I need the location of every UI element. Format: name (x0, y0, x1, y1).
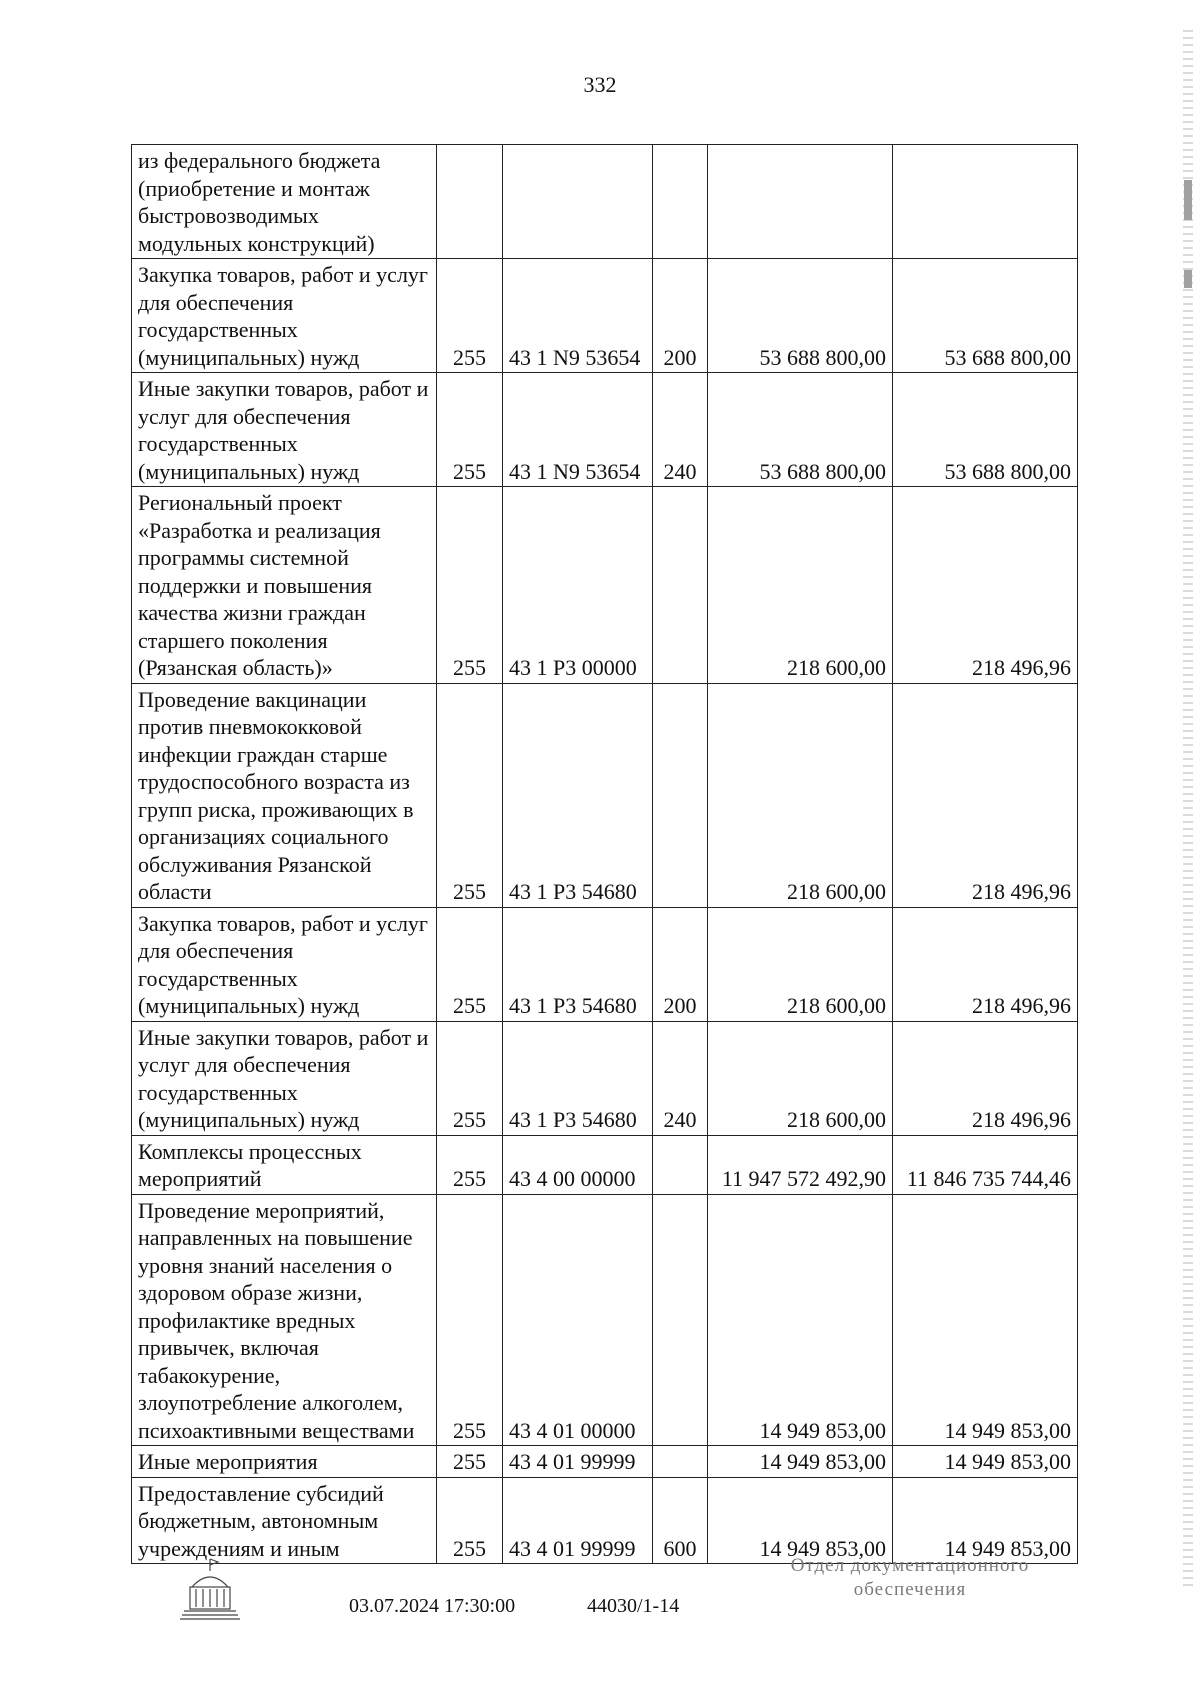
cell-approved-amount (708, 145, 893, 259)
cell-approved-amount: 14 949 853,00 (708, 1477, 893, 1564)
cell-target-article: 43 1 N9 53654 (503, 373, 653, 487)
table-row (132, 259, 1078, 373)
cell-expense-type: 600 (653, 1477, 708, 1564)
table-row (132, 1021, 1078, 1135)
department-stamp (760, 1554, 1060, 1602)
cell-name: Проведение мероприятий, направленных на повышение уровня знаний населения о здоровом образе жизни, профилактике вредных привычек, включая табакокурение, злоупотребление алкоголем, психоактивными веществами (132, 1194, 437, 1446)
cell-approved-amount: 218 600,00 (708, 683, 893, 907)
cell-expense-type: 240 (653, 1021, 708, 1135)
cell-executed-amount: 218 496,96 (893, 907, 1078, 1021)
cell-name: из федерального бюджета (приобретение и монтаж быстровозводимых модульных конструкций) (132, 145, 437, 259)
cell-executed-amount: 53 688 800,00 (893, 259, 1078, 373)
cell-executed-amount: 218 496,96 (893, 683, 1078, 907)
cell-approved-amount: 218 600,00 (708, 1021, 893, 1135)
cell-expense-type (653, 145, 708, 259)
cell-executed-amount: 14 949 853,00 (893, 1477, 1078, 1564)
cell-ministry-code: 255 (437, 373, 503, 487)
cell-expense-type: 200 (653, 259, 708, 373)
table-row (132, 145, 1078, 259)
budget-table (131, 144, 1078, 1564)
cell-approved-amount: 14 949 853,00 (708, 1446, 893, 1478)
cell-name: Комплексы процессных мероприятий (132, 1135, 437, 1194)
page-number: 332 (583, 72, 617, 97)
footer-datetime: 03.07.2024 17:30:00 (349, 1595, 516, 1617)
cell-approved-amount: 218 600,00 (708, 487, 893, 684)
cell-name: Закупка товаров, работ и услуг для обеспечения государственных (муниципальных) нужд (132, 259, 437, 373)
cell-target-article: 43 4 00 00000 (503, 1135, 653, 1194)
cell-approved-amount: 53 688 800,00 (708, 373, 893, 487)
cell-approved-amount: 11 947 572 492,90 (708, 1135, 893, 1194)
cell-expense-type: 200 (653, 907, 708, 1021)
cell-expense-type (653, 683, 708, 907)
cell-executed-amount: 14 949 853,00 (893, 1446, 1078, 1478)
cell-target-article: 43 1 P3 00000 (503, 487, 653, 684)
cell-executed-amount: 218 496,96 (893, 487, 1078, 684)
cell-name: Иные мероприятия (132, 1446, 437, 1478)
table-row (132, 1194, 1078, 1446)
cell-executed-amount (893, 145, 1078, 259)
cell-target-article: 43 4 01 99999 (503, 1477, 653, 1564)
cell-ministry-code (437, 145, 503, 259)
cell-target-article: 43 1 P3 54680 (503, 1021, 653, 1135)
cell-expense-type (653, 487, 708, 684)
cell-executed-amount: 218 496,96 (893, 1021, 1078, 1135)
stamp-line-2: обеспечения (853, 1579, 967, 1600)
cell-approved-amount: 14 949 853,00 (708, 1194, 893, 1446)
cell-name: Региональный проект «Разработка и реализация программы системной поддержки и повышения качества жизни граждан старшего поколения (Рязанская область)» (132, 487, 437, 684)
cell-approved-amount: 53 688 800,00 (708, 259, 893, 373)
scan-edge-artifact (1183, 30, 1193, 1590)
cell-name: Предоставление субсидий бюджетным, автономным учреждениям и иным (132, 1477, 437, 1564)
budget-table-body (132, 145, 1078, 1564)
cell-target-article: 43 1 P3 54680 (503, 907, 653, 1021)
cell-ministry-code: 255 (437, 1194, 503, 1446)
table-row (132, 907, 1078, 1021)
cell-approved-amount: 218 600,00 (708, 907, 893, 1021)
table-row (132, 1135, 1078, 1194)
cell-ministry-code: 255 (437, 1446, 503, 1478)
cell-executed-amount: 14 949 853,00 (893, 1194, 1078, 1446)
cell-ministry-code: 255 (437, 1021, 503, 1135)
cell-target-article (503, 145, 653, 259)
cell-ministry-code: 255 (437, 683, 503, 907)
cell-name: Иные закупки товаров, работ и услуг для обеспечения государственных (муниципальных) нужд (132, 373, 437, 487)
cell-name: Иные закупки товаров, работ и услуг для обеспечения государственных (муниципальных) нужд (132, 1021, 437, 1135)
cell-target-article: 43 1 P3 54680 (503, 683, 653, 907)
cell-expense-type (653, 1194, 708, 1446)
cell-executed-amount: 11 846 735 744,46 (893, 1135, 1078, 1194)
cell-ministry-code: 255 (437, 907, 503, 1021)
cell-name: Проведение вакцинации против пневмококковой инфекции граждан старше трудоспособного возраста из групп риска, проживающих в организациях социального обслуживания Рязанской области (132, 683, 437, 907)
cell-ministry-code: 255 (437, 487, 503, 684)
cell-target-article: 43 1 N9 53654 (503, 259, 653, 373)
cell-target-article: 43 4 01 00000 (503, 1194, 653, 1446)
cell-name: Закупка товаров, работ и услуг для обеспечения государственных (муниципальных) нужд (132, 907, 437, 1021)
table-row (132, 1477, 1078, 1564)
table-row (132, 373, 1078, 487)
duma-emblem-icon (178, 1555, 242, 1625)
table-row (132, 1446, 1078, 1478)
cell-expense-type (653, 1135, 708, 1194)
cell-executed-amount: 53 688 800,00 (893, 373, 1078, 487)
table-row (132, 683, 1078, 907)
cell-expense-type: 240 (653, 373, 708, 487)
cell-ministry-code: 255 (437, 1135, 503, 1194)
stamp-line-1: Отдел документационного (790, 1555, 1030, 1576)
cell-ministry-code: 255 (437, 1477, 503, 1564)
table-row (132, 487, 1078, 684)
cell-expense-type (653, 1446, 708, 1478)
footer-doc-number: 44030/1-14 (587, 1595, 680, 1617)
cell-ministry-code: 255 (437, 259, 503, 373)
cell-target-article: 43 4 01 99999 (503, 1446, 653, 1478)
